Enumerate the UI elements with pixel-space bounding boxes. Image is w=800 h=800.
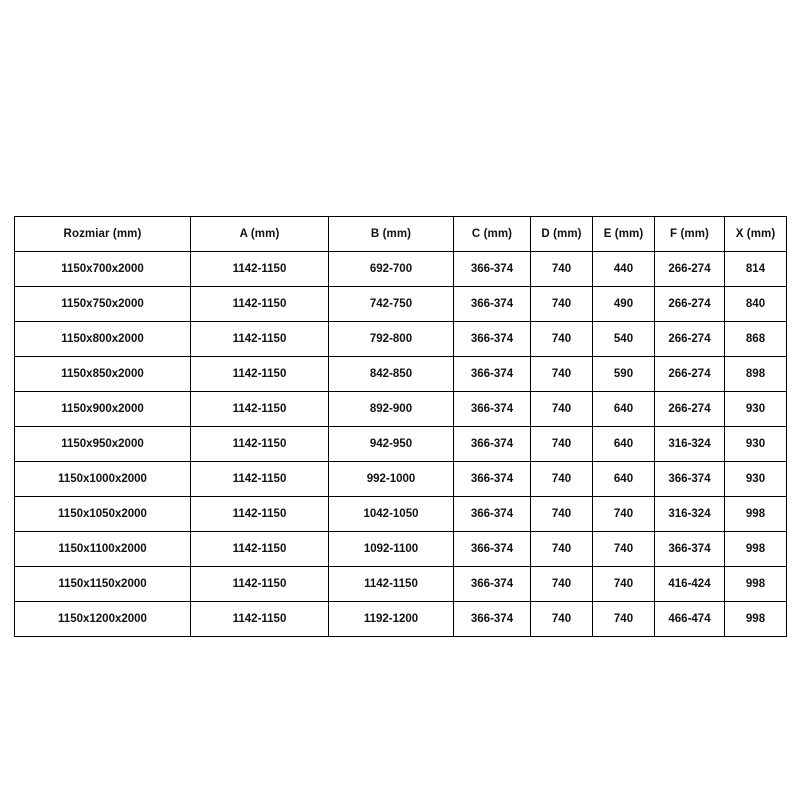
cell-rozmiar: 1150x1100x2000 xyxy=(15,532,191,567)
cell-c: 366-374 xyxy=(454,602,531,637)
cell-e: 740 xyxy=(593,567,655,602)
cell-x: 898 xyxy=(725,357,787,392)
cell-x: 868 xyxy=(725,322,787,357)
table-body xyxy=(15,252,787,637)
table-row xyxy=(15,357,787,392)
column-header-c: C (mm) xyxy=(454,217,531,252)
cell-d: 740 xyxy=(531,357,593,392)
cell-e: 540 xyxy=(593,322,655,357)
cell-b: 692-700 xyxy=(329,252,454,287)
cell-c: 366-374 xyxy=(454,252,531,287)
cell-a: 1142-1150 xyxy=(191,567,329,602)
cell-f: 416-424 xyxy=(655,567,725,602)
cell-e: 640 xyxy=(593,427,655,462)
cell-rozmiar: 1150x1150x2000 xyxy=(15,567,191,602)
cell-a: 1142-1150 xyxy=(191,462,329,497)
cell-b: 842-850 xyxy=(329,357,454,392)
cell-b: 1192-1200 xyxy=(329,602,454,637)
cell-d: 740 xyxy=(531,392,593,427)
cell-f: 266-274 xyxy=(655,392,725,427)
cell-x: 840 xyxy=(725,287,787,322)
table-header xyxy=(15,217,787,252)
column-header-rozmiar: Rozmiar (mm) xyxy=(15,217,191,252)
cell-e: 440 xyxy=(593,252,655,287)
cell-c: 366-374 xyxy=(454,287,531,322)
table-row xyxy=(15,602,787,637)
cell-x: 930 xyxy=(725,427,787,462)
cell-rozmiar: 1150x700x2000 xyxy=(15,252,191,287)
column-header-e: E (mm) xyxy=(593,217,655,252)
cell-rozmiar: 1150x800x2000 xyxy=(15,322,191,357)
cell-c: 366-374 xyxy=(454,427,531,462)
cell-f: 266-274 xyxy=(655,287,725,322)
cell-f: 316-324 xyxy=(655,497,725,532)
cell-a: 1142-1150 xyxy=(191,497,329,532)
cell-a: 1142-1150 xyxy=(191,427,329,462)
table-header-row xyxy=(15,217,787,252)
cell-b: 792-800 xyxy=(329,322,454,357)
cell-e: 740 xyxy=(593,602,655,637)
cell-e: 740 xyxy=(593,497,655,532)
cell-b: 992-1000 xyxy=(329,462,454,497)
cell-x: 998 xyxy=(725,602,787,637)
cell-rozmiar: 1150x900x2000 xyxy=(15,392,191,427)
cell-f: 316-324 xyxy=(655,427,725,462)
cell-x: 930 xyxy=(725,462,787,497)
cell-e: 640 xyxy=(593,462,655,497)
cell-d: 740 xyxy=(531,532,593,567)
cell-e: 740 xyxy=(593,532,655,567)
cell-b: 892-900 xyxy=(329,392,454,427)
cell-rozmiar: 1150x750x2000 xyxy=(15,287,191,322)
specification-table-container xyxy=(14,216,786,637)
cell-a: 1142-1150 xyxy=(191,287,329,322)
specification-table xyxy=(14,216,787,637)
cell-a: 1142-1150 xyxy=(191,322,329,357)
cell-d: 740 xyxy=(531,287,593,322)
cell-e: 640 xyxy=(593,392,655,427)
column-header-f: F (mm) xyxy=(655,217,725,252)
cell-d: 740 xyxy=(531,322,593,357)
cell-x: 998 xyxy=(725,567,787,602)
cell-a: 1142-1150 xyxy=(191,602,329,637)
cell-d: 740 xyxy=(531,567,593,602)
cell-b: 942-950 xyxy=(329,427,454,462)
cell-b: 1042-1050 xyxy=(329,497,454,532)
cell-f: 266-274 xyxy=(655,322,725,357)
cell-f: 366-374 xyxy=(655,532,725,567)
cell-x: 998 xyxy=(725,532,787,567)
cell-f: 266-274 xyxy=(655,252,725,287)
cell-rozmiar: 1150x950x2000 xyxy=(15,427,191,462)
cell-rozmiar: 1150x1200x2000 xyxy=(15,602,191,637)
cell-c: 366-374 xyxy=(454,497,531,532)
cell-d: 740 xyxy=(531,252,593,287)
cell-c: 366-374 xyxy=(454,357,531,392)
table-row xyxy=(15,497,787,532)
cell-rozmiar: 1150x1000x2000 xyxy=(15,462,191,497)
table-row xyxy=(15,322,787,357)
table-row xyxy=(15,427,787,462)
cell-c: 366-374 xyxy=(454,462,531,497)
column-header-a: A (mm) xyxy=(191,217,329,252)
cell-a: 1142-1150 xyxy=(191,392,329,427)
cell-f: 466-474 xyxy=(655,602,725,637)
cell-f: 366-374 xyxy=(655,462,725,497)
cell-x: 998 xyxy=(725,497,787,532)
cell-a: 1142-1150 xyxy=(191,252,329,287)
cell-d: 740 xyxy=(531,462,593,497)
cell-e: 590 xyxy=(593,357,655,392)
cell-c: 366-374 xyxy=(454,567,531,602)
cell-b: 742-750 xyxy=(329,287,454,322)
cell-d: 740 xyxy=(531,602,593,637)
cell-b: 1142-1150 xyxy=(329,567,454,602)
table-row xyxy=(15,567,787,602)
table-row xyxy=(15,252,787,287)
table-row xyxy=(15,287,787,322)
table-row xyxy=(15,462,787,497)
cell-c: 366-374 xyxy=(454,392,531,427)
cell-b: 1092-1100 xyxy=(329,532,454,567)
cell-d: 740 xyxy=(531,427,593,462)
cell-a: 1142-1150 xyxy=(191,357,329,392)
table-row xyxy=(15,392,787,427)
cell-a: 1142-1150 xyxy=(191,532,329,567)
cell-x: 930 xyxy=(725,392,787,427)
cell-rozmiar: 1150x1050x2000 xyxy=(15,497,191,532)
column-header-b: B (mm) xyxy=(329,217,454,252)
column-header-x: X (mm) xyxy=(725,217,787,252)
cell-c: 366-374 xyxy=(454,532,531,567)
column-header-d: D (mm) xyxy=(531,217,593,252)
cell-rozmiar: 1150x850x2000 xyxy=(15,357,191,392)
table-row xyxy=(15,532,787,567)
cell-x: 814 xyxy=(725,252,787,287)
cell-e: 490 xyxy=(593,287,655,322)
cell-f: 266-274 xyxy=(655,357,725,392)
cell-d: 740 xyxy=(531,497,593,532)
cell-c: 366-374 xyxy=(454,322,531,357)
